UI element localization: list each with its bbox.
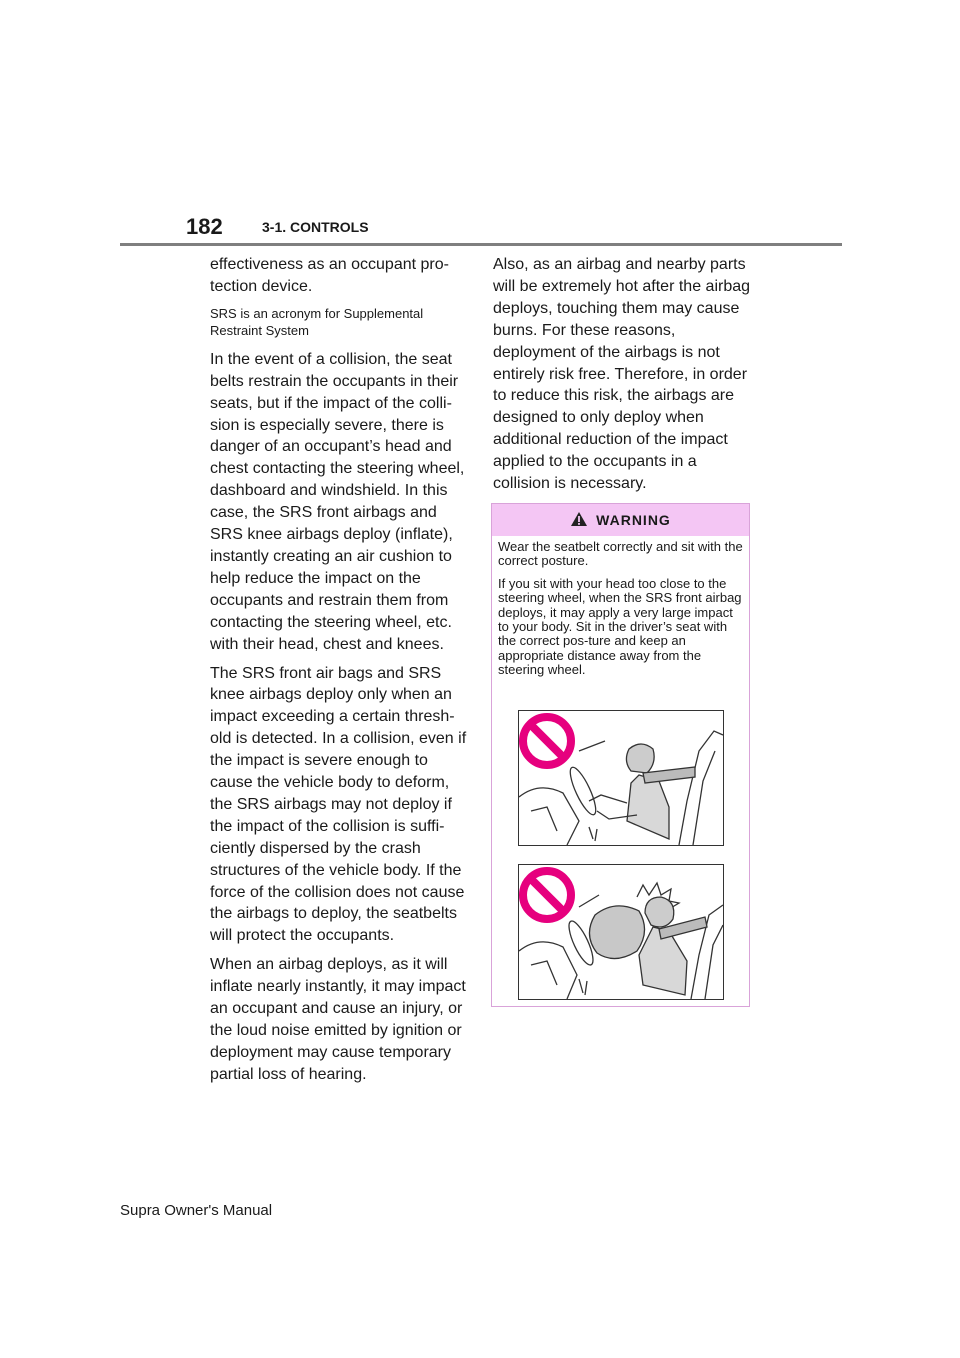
right-column: [493, 254, 751, 502]
srs-note: SRS is an acronym for Supplemental Restraint System: [210, 305, 424, 338]
warning-title: WARNING: [596, 512, 671, 528]
left-column: [210, 254, 468, 1093]
warning-paragraph: If you sit with your head too close to the steering wheel, when the SRS front airbag deploys, it may apply a very large impact to your body. Sit in the driver’s seat with the correct pos-ture and keep an appropriate distance away from the steering wheel.: [498, 575, 742, 678]
prohibition-icon: [523, 871, 571, 919]
body-paragraph: In the event of a collision, the seat belts restrain the occupants in their seats, but if the impact of the colli-sion is especially severe, there is danger of an occupant’s head and chest contacting the steering wheel, dashboard and windshield. In this case, the SRS front airbags and SRS knee airbags deploy (inflate), instantly creating an air cushion to help reduce the impact on the occupants and restrain them from contacting the steering wheel, etc. with their head, chest and knees.: [210, 350, 465, 653]
warning-triangle-icon: [570, 511, 588, 530]
section-title: 3-1. CONTROLS: [262, 219, 369, 235]
illustration-airbag-impact: [518, 864, 724, 1000]
body-paragraph: When an airbag deploys, as it will inflate nearly instantly, it may impact an occupant and cause an injury, or the loud noise emitted by ignition or deployment may cause temporary partial loss of hearing.: [210, 956, 466, 1083]
warning-paragraph: Wear the seatbelt correctly and sit with the correct posture.: [498, 539, 743, 569]
body-paragraph: Also, as an airbag and nearby parts will be extremely hot after the airbag deploys, touching them may cause burns. For these reasons, deployment of the airbags is not entirely risk free. Therefore, in order to reduce this risk, the airbags are designed to only deploy when additional reduction of the impact applied to the occupants in a collision is necessary.: [493, 256, 751, 493]
warning-body: [492, 536, 749, 678]
body-paragraph: The SRS front air bags and SRS knee airbags deploy only when an impact exceeding a certain thresh-old is detected. In a collision, even if the impact is severe enough to cause the vehicle body to deform, the SRS airbags may not deploy if the impact of the collision is suffi-ciently dispersed by the crash structures of the vehicle body. If the force of the collision does not cause the airbags to deploy, the seatbelts will protect the occupants.: [210, 664, 467, 945]
page-number: 182: [186, 214, 223, 239]
illustration-head-too-close: [518, 710, 724, 846]
prohibition-icon: [523, 717, 571, 765]
footer-manual-title: Supra Owner's Manual: [120, 1202, 273, 1219]
warning-header: [492, 504, 749, 536]
header-rule: [120, 243, 842, 246]
warning-box: [491, 503, 750, 1007]
body-paragraph: effectiveness as an occupant pro-tection device.: [210, 256, 449, 295]
